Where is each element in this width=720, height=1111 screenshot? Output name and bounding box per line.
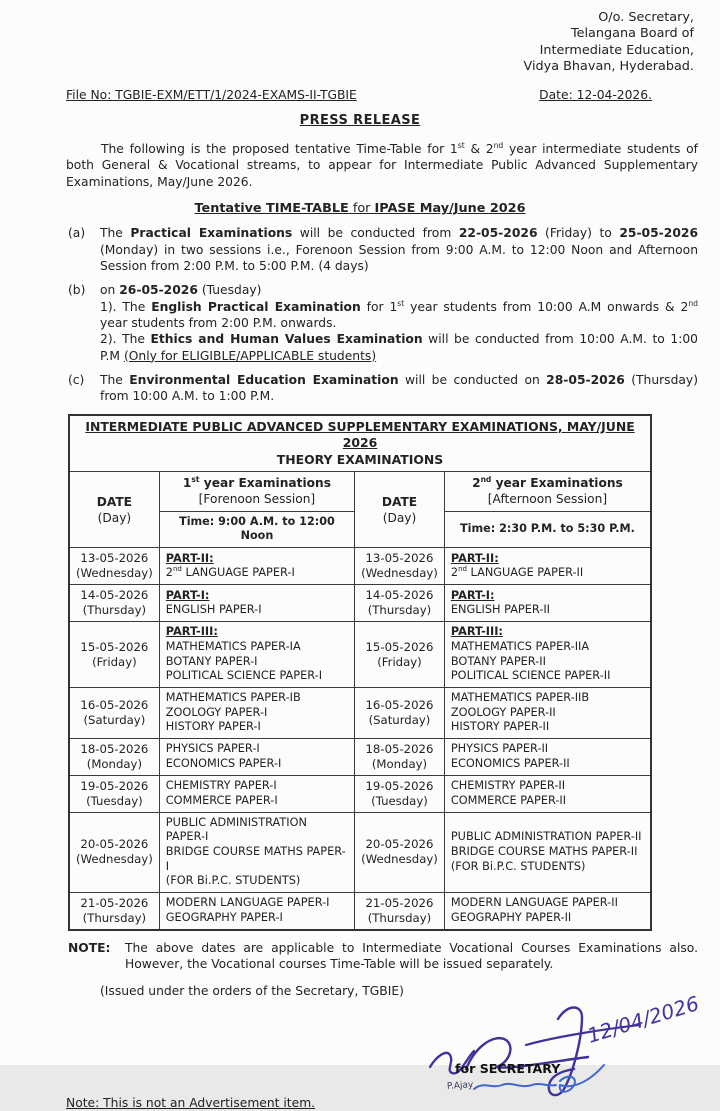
note-section	[68, 940, 698, 973]
item-body	[100, 372, 698, 405]
signature-initials: P.Ajay	[446, 1080, 474, 1093]
table-subtitle: THEORY EXAMINATIONS	[276, 451, 444, 467]
date-cell: 20-05-2026 (Wednesday)	[69, 812, 159, 892]
second-year-subjects-cell: PUBLIC ADMINISTRATION PAPER-II BRIDGE COURSE MATHS PAPER-II (FOR Bi.P.C. STUDENTS)	[444, 812, 651, 892]
first-year-subjects-cell: PHYSICS PAPER-I ECONOMICS PAPER-I	[159, 738, 354, 775]
item-label: (b)	[68, 283, 86, 298]
date-cell: 18-05-2026 (Monday)	[69, 738, 159, 775]
letterhead-line: Vidya Bhavan, Hyderabad.	[523, 59, 694, 75]
second-year-time: Time: 2:30 P.M. to 5:30 P.M.	[444, 511, 651, 548]
second-year-header: 2nd year Examinations [Afternoon Session]	[444, 472, 651, 511]
item-paragraph: The Practical Examinations will be conducted from 22-05-2026 (Friday) to 25-05-2026 (Monday) in two sessions i.e., Forenoon Session from 9:00 A.M. to 12:00 Noon and Afternoon Session from 2:00 P.M. to 5:00 P.M. (4 days)	[100, 226, 699, 273]
signature-date: 12/04/2026	[584, 991, 702, 1048]
document-date: Date: 12-04-2026.	[539, 87, 652, 102]
table-title-row	[69, 415, 651, 472]
date-cell: 19-05-2026 (Tuesday)	[69, 775, 159, 812]
table-row	[69, 738, 651, 775]
item-body	[100, 282, 698, 364]
item-paragraph: on 26-05-2026 (Tuesday)	[100, 283, 262, 298]
intro-paragraph: The following is the proposed tentative Time-Table for 1st & 2nd year intermediate students of both General & Vocational streams, to appear for Intermediate Public Advanced Supplementary Examinations, May/June 2026.	[66, 141, 698, 189]
date-cell: 16-05-2026 (Saturday)	[355, 687, 445, 738]
table-row	[69, 585, 651, 622]
first-year-header: 1st year Examinations [Forenoon Session]	[159, 472, 354, 511]
file-date-row	[66, 87, 652, 103]
list-item-c	[68, 372, 698, 405]
first-year-subjects-cell: MATHEMATICS PAPER-IB ZOOLOGY PAPER-I HISTORY PAPER-I	[159, 687, 354, 738]
date-cell: 21-05-2026 (Thursday)	[355, 893, 445, 930]
note-label: NOTE:	[68, 941, 111, 956]
file-number: File No: TGBIE-EXM/ETT/1/2024-EXAMS-II-TGBIE	[66, 87, 357, 102]
date-cell: 14-05-2026 (Thursday)	[355, 585, 445, 622]
note-text: The above dates are applicable to Intermediate Vocational Courses Examinations also. However, the Vocational courses Time-Table will be issued separately.	[125, 941, 698, 972]
signature-block	[0, 991, 720, 1093]
date-cell: 16-05-2026 (Saturday)	[69, 687, 159, 738]
letterhead-line: Telangana Board of	[570, 26, 694, 42]
second-year-subjects-cell: CHEMISTRY PAPER-II COMMERCE PAPER-II	[444, 775, 651, 812]
table-row	[69, 548, 651, 585]
second-year-subjects-cell: PART-II: 2nd LANGUAGE PAPER-II	[444, 548, 651, 585]
second-year-subjects-cell: PART-I: ENGLISH PAPER-II	[444, 585, 651, 622]
date-cell: 21-05-2026 (Thursday)	[69, 893, 159, 930]
table-row	[69, 687, 651, 738]
table-title: INTERMEDIATE PUBLIC ADVANCED SUPPLEMENTARY EXAMINATIONS, MAY/JUNE 2026	[85, 418, 635, 451]
second-year-subjects-cell: PHYSICS PAPER-II ECONOMICS PAPER-II	[444, 738, 651, 775]
first-year-subjects-cell: PART-I: ENGLISH PAPER-I	[159, 585, 354, 622]
table-row	[69, 622, 651, 688]
press-release-title: PRESS RELEASE	[299, 112, 421, 128]
list-item-a	[68, 225, 698, 274]
timetable	[68, 414, 652, 931]
table-row	[69, 775, 651, 812]
first-year-subjects-cell: PART-II: 2nd LANGUAGE PAPER-I	[159, 548, 354, 585]
first-year-subjects-cell: CHEMISTRY PAPER-I COMMERCE PAPER-I	[159, 775, 354, 812]
for-secretary-label: for SECRETARY	[455, 1061, 561, 1077]
date-cell: 15-05-2026 (Friday)	[69, 622, 159, 688]
second-year-subjects-cell: MODERN LANGUAGE PAPER-II GEOGRAPHY PAPER-II	[444, 893, 651, 930]
date-cell: 18-05-2026 (Monday)	[355, 738, 445, 775]
item-label: (c)	[68, 372, 85, 387]
date-cell: 13-05-2026 (Wednesday)	[355, 548, 445, 585]
first-year-subjects-cell: PUBLIC ADMINISTRATION PAPER-I BRIDGE COURSE MATHS PAPER-I (FOR Bi.P.C. STUDENTS)	[159, 812, 354, 892]
table-header-row	[69, 472, 651, 511]
timetable-subtitle: Tentative TIME-TABLE for IPASE May/June 2026	[194, 201, 526, 217]
item-body	[100, 225, 698, 274]
timetable-body	[69, 548, 651, 930]
date-header-second-year: DATE (Day)	[355, 472, 445, 548]
first-year-subjects-cell: MODERN LANGUAGE PAPER-I GEOGRAPHY PAPER-I	[159, 893, 354, 930]
date-cell: 13-05-2026 (Wednesday)	[69, 548, 159, 585]
item-paragraph: 2). The Ethics and Human Values Examination will be conducted from 10:00 A.M. to 1:00 P.M (Only for ELIGIBLE/APPLICABLE students)	[100, 332, 699, 363]
date-cell: 19-05-2026 (Tuesday)	[355, 775, 445, 812]
item-paragraph: 1). The English Practical Examination for 1st year students from 10:00 A.M onwards & 2nd year students from 2:00 P.M. onwards.	[100, 298, 698, 330]
item-paragraph: The Environmental Education Examination will be conducted on 28-05-2026 (Thursday) from 10:00 A.M. to 1:00 P.M.	[100, 372, 699, 404]
second-year-subjects-cell: PART-III: MATHEMATICS PAPER-IIA BOTANY PAPER-II POLITICAL SCIENCE PAPER-II	[444, 622, 651, 688]
date-cell: 14-05-2026 (Thursday)	[69, 585, 159, 622]
letterhead	[0, 0, 720, 76]
table-title-cell	[69, 415, 651, 472]
issued-line: (Issued under the orders of the Secretary, TGBIE)	[100, 983, 404, 998]
letterhead-line: O/o. Secretary,	[598, 10, 694, 25]
second-year-subjects-cell: MATHEMATICS PAPER-IIB ZOOLOGY PAPER-II HISTORY PAPER-II	[444, 687, 651, 738]
letterhead-line: Intermediate Education,	[539, 42, 694, 58]
date-cell: 20-05-2026 (Wednesday)	[355, 812, 445, 892]
item-label: (a)	[68, 226, 86, 241]
table-row	[69, 812, 651, 892]
table-row	[69, 893, 651, 930]
first-year-subjects-cell: PART-III: MATHEMATICS PAPER-IA BOTANY PAPER-I POLITICAL SCIENCE PAPER-I	[159, 622, 354, 688]
first-year-time: Time: 9:00 A.M. to 12:00 Noon	[159, 511, 354, 548]
date-header-first-year: DATE (Day)	[69, 472, 159, 548]
date-cell: 15-05-2026 (Friday)	[355, 622, 445, 688]
list-item-b	[68, 282, 698, 364]
footer-note: Note: This is not an Advertisement item.	[66, 1096, 316, 1111]
